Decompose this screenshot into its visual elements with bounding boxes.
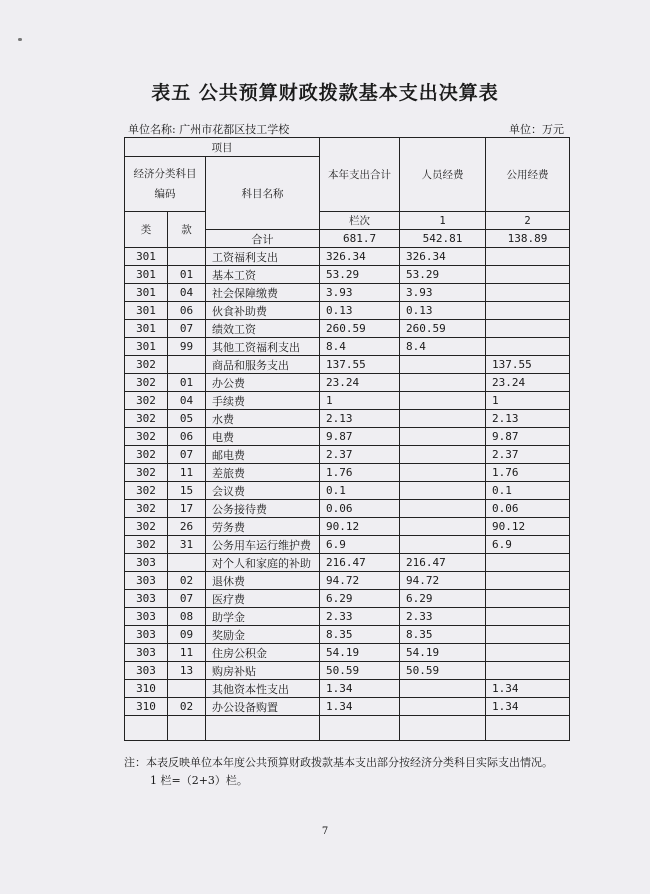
table-row — [125, 248, 570, 266]
header-lei: 类 — [125, 212, 168, 248]
row-total: 0.06 — [320, 500, 400, 518]
table-row — [125, 662, 570, 680]
row-public: 2.13 — [486, 410, 570, 428]
row-item-code: 26 — [168, 518, 206, 536]
header-kuan: 款 — [168, 212, 206, 248]
row-public — [486, 626, 570, 644]
row-personnel — [400, 698, 486, 716]
header-col2: 2 — [486, 212, 570, 230]
row-public — [486, 554, 570, 572]
row-personnel — [400, 428, 486, 446]
row-category-code — [125, 716, 168, 741]
row-category-code: 303 — [125, 626, 168, 644]
row-personnel — [400, 680, 486, 698]
row-subject-name: 其他工资福利支出 — [206, 338, 320, 356]
row-personnel — [400, 482, 486, 500]
row-category-code: 301 — [125, 338, 168, 356]
row-total: 326.34 — [320, 248, 400, 266]
row-subject-name: 住房公积金 — [206, 644, 320, 662]
row-category-code: 302 — [125, 356, 168, 374]
row-subject-name: 绩效工资 — [206, 320, 320, 338]
table-row — [125, 320, 570, 338]
row-total: 90.12 — [320, 518, 400, 536]
row-subject-name: 劳务费 — [206, 518, 320, 536]
row-item-code: 06 — [168, 428, 206, 446]
unit-name: 单位名称: 广州市花都区技工学校 — [128, 123, 290, 136]
row-personnel: 8.35 — [400, 626, 486, 644]
scan-speck — [18, 38, 22, 41]
row-total: 2.33 — [320, 608, 400, 626]
row-total: 23.24 — [320, 374, 400, 392]
row-public: 90.12 — [486, 518, 570, 536]
table-row — [125, 572, 570, 590]
row-public — [486, 608, 570, 626]
row-subject-name: 工资福利支出 — [206, 248, 320, 266]
row-item-code: 04 — [168, 284, 206, 302]
row-personnel — [400, 356, 486, 374]
row-total: 1 — [320, 392, 400, 410]
row-category-code: 301 — [125, 248, 168, 266]
table-row — [125, 392, 570, 410]
row-subject-name: 退休费 — [206, 572, 320, 590]
row-subject-name: 社会保障缴费 — [206, 284, 320, 302]
row-item-code: 02 — [168, 698, 206, 716]
footnote-formula: 1 栏=（2+3）栏。 — [150, 774, 248, 787]
unit-label: 单位：万元 — [509, 123, 564, 136]
row-category-code: 302 — [125, 518, 168, 536]
row-category-code: 302 — [125, 410, 168, 428]
row-item-code: 06 — [168, 302, 206, 320]
row-public — [486, 338, 570, 356]
table-row — [125, 356, 570, 374]
row-personnel — [400, 374, 486, 392]
row-category-code: 303 — [125, 644, 168, 662]
row-personnel — [400, 518, 486, 536]
header-personnel: 人员经费 — [400, 138, 486, 212]
table-row — [125, 716, 570, 741]
row-public: 2.37 — [486, 446, 570, 464]
table-row — [125, 644, 570, 662]
header-total: 本年支出合计 — [320, 138, 400, 212]
row-total: 9.87 — [320, 428, 400, 446]
row-item-code: 07 — [168, 320, 206, 338]
row-item-code: 01 — [168, 374, 206, 392]
row-item-code: 08 — [168, 608, 206, 626]
row-category-code: 302 — [125, 392, 168, 410]
footnote: 注：本表反映单位本年度公共预算财政拨款基本支出部分按经济分类科目实际支出情况。 — [124, 756, 553, 769]
row-subject-name: 其他资本性支出 — [206, 680, 320, 698]
row-item-code: 02 — [168, 572, 206, 590]
row-public — [486, 302, 570, 320]
row-subject-name: 差旅费 — [206, 464, 320, 482]
sum-personnel: 542.81 — [400, 230, 486, 248]
row-personnel: 53.29 — [400, 266, 486, 284]
row-item-code: 11 — [168, 464, 206, 482]
table-row — [125, 464, 570, 482]
page-number: 7 — [321, 826, 329, 837]
row-public: 1.34 — [486, 698, 570, 716]
row-public: 23.24 — [486, 374, 570, 392]
row-public: 1.34 — [486, 680, 570, 698]
row-subject-name: 助学金 — [206, 608, 320, 626]
header-col1: 1 — [400, 212, 486, 230]
table-row — [125, 482, 570, 500]
row-item-code: 15 — [168, 482, 206, 500]
row-item-code: 07 — [168, 590, 206, 608]
row-personnel: 54.19 — [400, 644, 486, 662]
row-item-code — [168, 716, 206, 741]
row-subject-name: 基本工资 — [206, 266, 320, 284]
row-personnel: 3.93 — [400, 284, 486, 302]
row-subject-name: 邮电费 — [206, 446, 320, 464]
header-item: 项目 — [125, 138, 320, 157]
row-category-code: 303 — [125, 554, 168, 572]
row-personnel: 2.33 — [400, 608, 486, 626]
header-subject-name: 科目名称 — [206, 157, 320, 230]
row-category-code: 303 — [125, 662, 168, 680]
row-personnel — [400, 392, 486, 410]
header-econ-code: 经济分类科目编码 — [125, 157, 206, 212]
row-total: 53.29 — [320, 266, 400, 284]
row-item-code — [168, 554, 206, 572]
header-public: 公用经费 — [486, 138, 570, 212]
row-total — [320, 716, 400, 741]
row-subject-name: 购房补贴 — [206, 662, 320, 680]
row-category-code: 303 — [125, 572, 168, 590]
row-total: 2.13 — [320, 410, 400, 428]
row-public — [486, 572, 570, 590]
expenditure-table — [124, 137, 570, 741]
row-total: 0.13 — [320, 302, 400, 320]
row-total: 3.93 — [320, 284, 400, 302]
row-personnel — [400, 500, 486, 518]
row-subject-name: 公务接待费 — [206, 500, 320, 518]
row-personnel — [400, 446, 486, 464]
row-public — [486, 248, 570, 266]
row-subject-name: 手续费 — [206, 392, 320, 410]
row-item-code: 09 — [168, 626, 206, 644]
sum-public: 138.89 — [486, 230, 570, 248]
table-row — [125, 500, 570, 518]
row-public — [486, 284, 570, 302]
row-item-code: 17 — [168, 500, 206, 518]
row-item-code: 31 — [168, 536, 206, 554]
row-item-code: 04 — [168, 392, 206, 410]
row-total: 0.1 — [320, 482, 400, 500]
row-category-code: 302 — [125, 482, 168, 500]
table-body — [125, 248, 570, 741]
row-public — [486, 644, 570, 662]
row-public: 1.76 — [486, 464, 570, 482]
table-row — [125, 554, 570, 572]
sum-label: 合计 — [206, 230, 320, 248]
row-total: 6.9 — [320, 536, 400, 554]
row-personnel: 94.72 — [400, 572, 486, 590]
row-item-code — [168, 680, 206, 698]
row-item-code: 07 — [168, 446, 206, 464]
row-subject-name: 办公设备购置 — [206, 698, 320, 716]
row-personnel: 260.59 — [400, 320, 486, 338]
row-subject-name: 奖励金 — [206, 626, 320, 644]
row-total: 8.4 — [320, 338, 400, 356]
row-subject-name: 电费 — [206, 428, 320, 446]
row-personnel: 8.4 — [400, 338, 486, 356]
row-category-code: 302 — [125, 536, 168, 554]
row-total: 1.76 — [320, 464, 400, 482]
row-subject-name: 医疗费 — [206, 590, 320, 608]
row-personnel: 0.13 — [400, 302, 486, 320]
row-item-code: 01 — [168, 266, 206, 284]
row-category-code: 301 — [125, 302, 168, 320]
row-total: 50.59 — [320, 662, 400, 680]
row-category-code: 310 — [125, 698, 168, 716]
row-subject-name: 办公费 — [206, 374, 320, 392]
table-row — [125, 338, 570, 356]
row-total: 8.35 — [320, 626, 400, 644]
table-row — [125, 302, 570, 320]
table-row — [125, 518, 570, 536]
row-category-code: 301 — [125, 266, 168, 284]
row-total: 260.59 — [320, 320, 400, 338]
row-category-code: 303 — [125, 590, 168, 608]
row-item-code: 05 — [168, 410, 206, 428]
table-row — [125, 536, 570, 554]
row-category-code: 302 — [125, 374, 168, 392]
row-public: 9.87 — [486, 428, 570, 446]
row-total: 54.19 — [320, 644, 400, 662]
table-row — [125, 446, 570, 464]
row-public — [486, 716, 570, 741]
row-personnel — [400, 536, 486, 554]
row-public: 137.55 — [486, 356, 570, 374]
row-total: 2.37 — [320, 446, 400, 464]
table-row — [125, 626, 570, 644]
row-item-code — [168, 248, 206, 266]
row-total: 1.34 — [320, 698, 400, 716]
row-personnel: 326.34 — [400, 248, 486, 266]
table-row — [125, 410, 570, 428]
row-item-code: 99 — [168, 338, 206, 356]
row-public: 0.1 — [486, 482, 570, 500]
table-row — [125, 590, 570, 608]
row-subject-name: 对个人和家庭的补助 — [206, 554, 320, 572]
row-total: 94.72 — [320, 572, 400, 590]
table-row — [125, 680, 570, 698]
row-item-code — [168, 356, 206, 374]
row-personnel — [400, 464, 486, 482]
row-item-code: 11 — [168, 644, 206, 662]
row-category-code: 301 — [125, 320, 168, 338]
row-personnel — [400, 716, 486, 741]
row-public — [486, 320, 570, 338]
row-personnel: 216.47 — [400, 554, 486, 572]
row-public: 0.06 — [486, 500, 570, 518]
row-subject-name: 伙食补助费 — [206, 302, 320, 320]
row-category-code: 310 — [125, 680, 168, 698]
row-total: 1.34 — [320, 680, 400, 698]
row-public — [486, 266, 570, 284]
row-total: 137.55 — [320, 356, 400, 374]
row-public — [486, 590, 570, 608]
row-personnel: 6.29 — [400, 590, 486, 608]
row-category-code: 302 — [125, 464, 168, 482]
table-row — [125, 428, 570, 446]
table-row — [125, 266, 570, 284]
row-category-code: 301 — [125, 284, 168, 302]
row-category-code: 303 — [125, 608, 168, 626]
row-public: 1 — [486, 392, 570, 410]
row-subject-name: 商品和服务支出 — [206, 356, 320, 374]
row-category-code: 302 — [125, 446, 168, 464]
table-row — [125, 374, 570, 392]
row-category-code: 302 — [125, 500, 168, 518]
row-personnel — [400, 410, 486, 428]
row-subject-name: 公务用车运行维护费 — [206, 536, 320, 554]
table-row — [125, 284, 570, 302]
row-item-code: 13 — [168, 662, 206, 680]
row-public: 6.9 — [486, 536, 570, 554]
row-total: 216.47 — [320, 554, 400, 572]
row-subject-name: 水费 — [206, 410, 320, 428]
row-subject-name — [206, 716, 320, 741]
sum-total: 681.7 — [320, 230, 400, 248]
row-subject-name: 会议费 — [206, 482, 320, 500]
table-row — [125, 608, 570, 626]
table-row — [125, 698, 570, 716]
row-category-code: 302 — [125, 428, 168, 446]
page-title: 表五 公共预算财政拨款基本支出决算表 — [151, 82, 499, 104]
row-total: 6.29 — [320, 590, 400, 608]
row-personnel: 50.59 — [400, 662, 486, 680]
row-public — [486, 662, 570, 680]
header-lanci: 栏次 — [320, 212, 400, 230]
